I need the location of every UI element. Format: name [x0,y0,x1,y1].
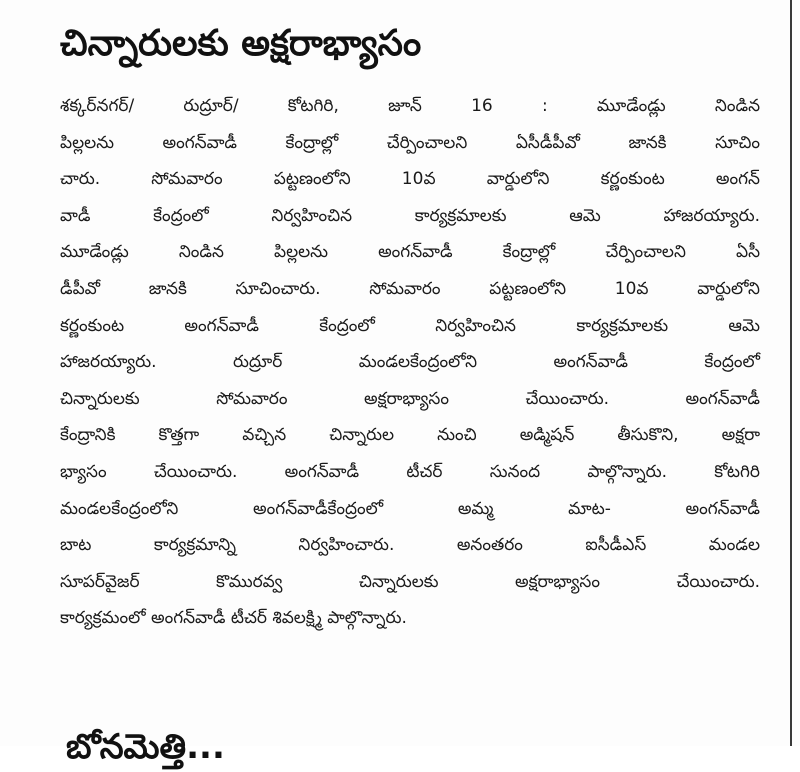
article-line: శక్కర్‌నగర్‌/ రుద్రూర్‌/ కోటగిరి, జూన్‌ 16 : మూడేండ్లు నిండిన [60,96,760,116]
article-body [60,88,760,637]
article-line: కర్ణంకుంట అంగన్‌వాడీ కేంద్రంలో నిర్వహించిన కార్యక్రమాలకు ఆమె [60,315,760,336]
column-divider [790,0,792,746]
article-line: చారు. సోమవారం పట్టణంలోని 10వ వార్డులోని కర్ణంకుంట అంగన్‌ [60,169,760,190]
article-line: హాజరయ్యారు. రుద్రూర్‌ మండలకేంద్రంలోని అంగన్‌వాడీ కేంద్రంలో [60,352,760,373]
article-line: కార్యక్రమంలో అంగన్‌వాడీ టీచర్‌ శివలక్ష్మి పాల్గొన్నారు. [60,608,407,629]
article-line: భ్యాసం చేయించారు. అంగన్‌వాడీ టీచర్‌ సునంద పాల్గొన్నారు. కోటగిరి [60,461,760,482]
article-headline: చిన్నారులకు అక్షరాభ్యాసం [60,23,422,64]
article-line: చిన్నారులకు సోమవారం అక్షరాభ్యాసం చేయించారు. అంగన్‌వాడీ [60,388,760,409]
article-line: మండలకేంద్రంలోని అంగన్‌వాడీకేంద్రంలో అమ్మ మాట- అంగన్‌వాడీ [60,498,760,519]
article-line: మూడేండ్లు నిండిన పిల్లలను అంగన్‌వాడీ కేంద్రాల్లో చేర్పించాలని ఏసీ [60,242,760,263]
article-line: డీపీవో జానకి సూచించారు. సోమవారం పట్టణంలోని 10వ వార్డులోని [60,278,760,299]
article-line: కేంద్రానికి కొత్తగా వచ్చిన చిన్నారుల నుంచి అడ్మిషన్‌ తీసుకొని, అక్షరా [60,425,760,446]
next-article-headline-partial: బోనమెత్తి... [66,727,225,767]
article-line: వాడీ కేంద్రంలో నిర్వహించిన కార్యక్రమాలకు ఆమె హాజరయ్యారు. [60,205,760,226]
article-line: సూపర్‌వైజర్‌ కొమురవ్వ చిన్నారులకు అక్షరాభ్యాసం చేయించారు. [60,571,760,592]
article-line: పిల్లలను అంగన్‌వాడీ కేంద్రాల్లో చేర్పించాలని ఏసీడీపీవో జానకి సూచిం [60,132,760,153]
article-line: బాట కార్యక్రమాన్ని నిర్వహించారు. అనంతరం ఐసీడీఎస్‌ మండల [60,535,760,556]
